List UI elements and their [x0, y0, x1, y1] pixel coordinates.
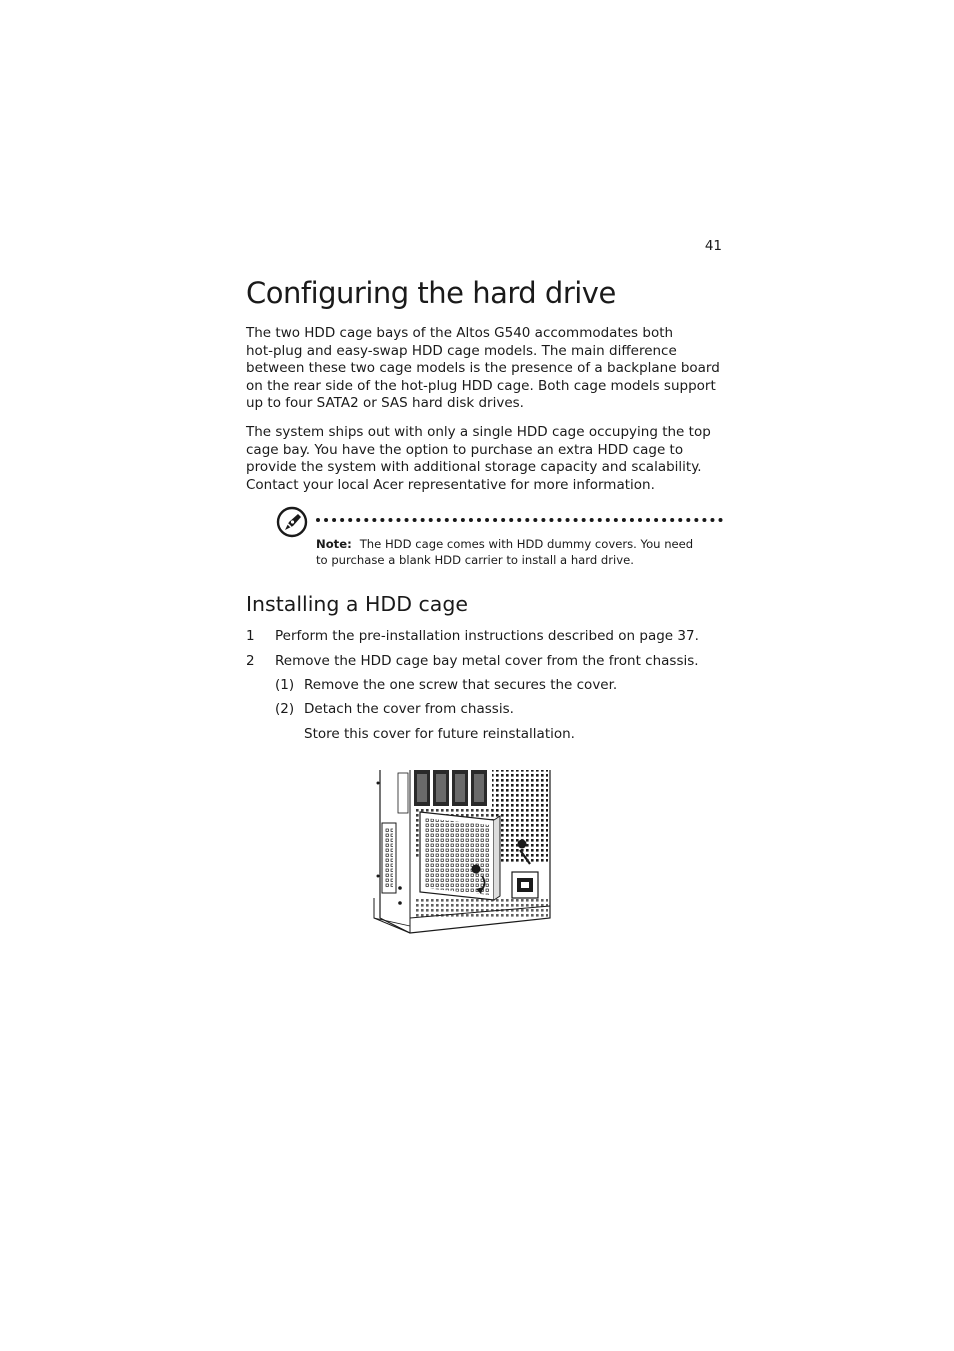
- substep-text: Detach the cover from chassis.: [304, 701, 514, 717]
- text-line: up to four SATA2 or SAS hard disk drives.: [246, 395, 524, 412]
- text-line: on the rear side of the hot-plug HDD cage. Both cage models support: [246, 377, 716, 394]
- text-line: provide the system with additional storage capacity and scalability.: [246, 459, 702, 476]
- page-number: 41: [704, 238, 722, 254]
- substep-number: (2): [275, 701, 295, 717]
- page-title: Configuring the hard drive: [246, 276, 616, 310]
- substep-text: Remove the one screw that secures the cover.: [304, 677, 618, 693]
- text-line: The two HDD cage bays of the Altos G540 accommodates both: [246, 325, 674, 341]
- callout-1: [472, 865, 481, 874]
- step-number: 2: [246, 653, 255, 669]
- text-line: between these two cage models is the presence of a backplane board: [246, 360, 720, 377]
- note-text-line: The HDD cage comes with HDD dummy covers. You need: [359, 537, 694, 551]
- substep-number: (1): [275, 677, 295, 693]
- hdd-cage-cover-illustration: [370, 768, 554, 934]
- intro-paragraph-2: [246, 424, 726, 494]
- substep-2: [275, 701, 514, 717]
- text-line: Contact your local Acer representative for more information.: [246, 476, 655, 493]
- step-text: Remove the HDD cage bay metal cover from the front chassis.: [275, 653, 699, 669]
- step-2: [246, 653, 699, 669]
- note-dotted-rule: [316, 518, 723, 522]
- text-line: The system ships out with only a single HDD cage occupying the top: [246, 424, 711, 440]
- step-text: Perform the pre-installation instructions described on page 37.: [275, 628, 699, 644]
- note-line-1: [316, 536, 726, 552]
- intro-paragraph-1: [246, 325, 726, 413]
- step-1: [246, 628, 699, 644]
- note-pen-icon: [276, 506, 308, 538]
- note-text: [316, 536, 726, 568]
- text-line: hot-plug and easy-swap HDD cage models. The main difference: [246, 342, 677, 359]
- callout-2: [518, 840, 527, 849]
- step-number: 1: [246, 628, 255, 644]
- substep-1: [275, 677, 617, 693]
- note-line-2: to purchase a blank HDD carrier to install a hard drive.: [316, 553, 634, 567]
- section-title: Installing a HDD cage: [246, 592, 468, 616]
- text-line: cage bay. You have the option to purchase an extra HDD cage to: [246, 441, 684, 458]
- store-note: Store this cover for future reinstallation.: [304, 726, 575, 742]
- note-label: Note:: [316, 537, 352, 551]
